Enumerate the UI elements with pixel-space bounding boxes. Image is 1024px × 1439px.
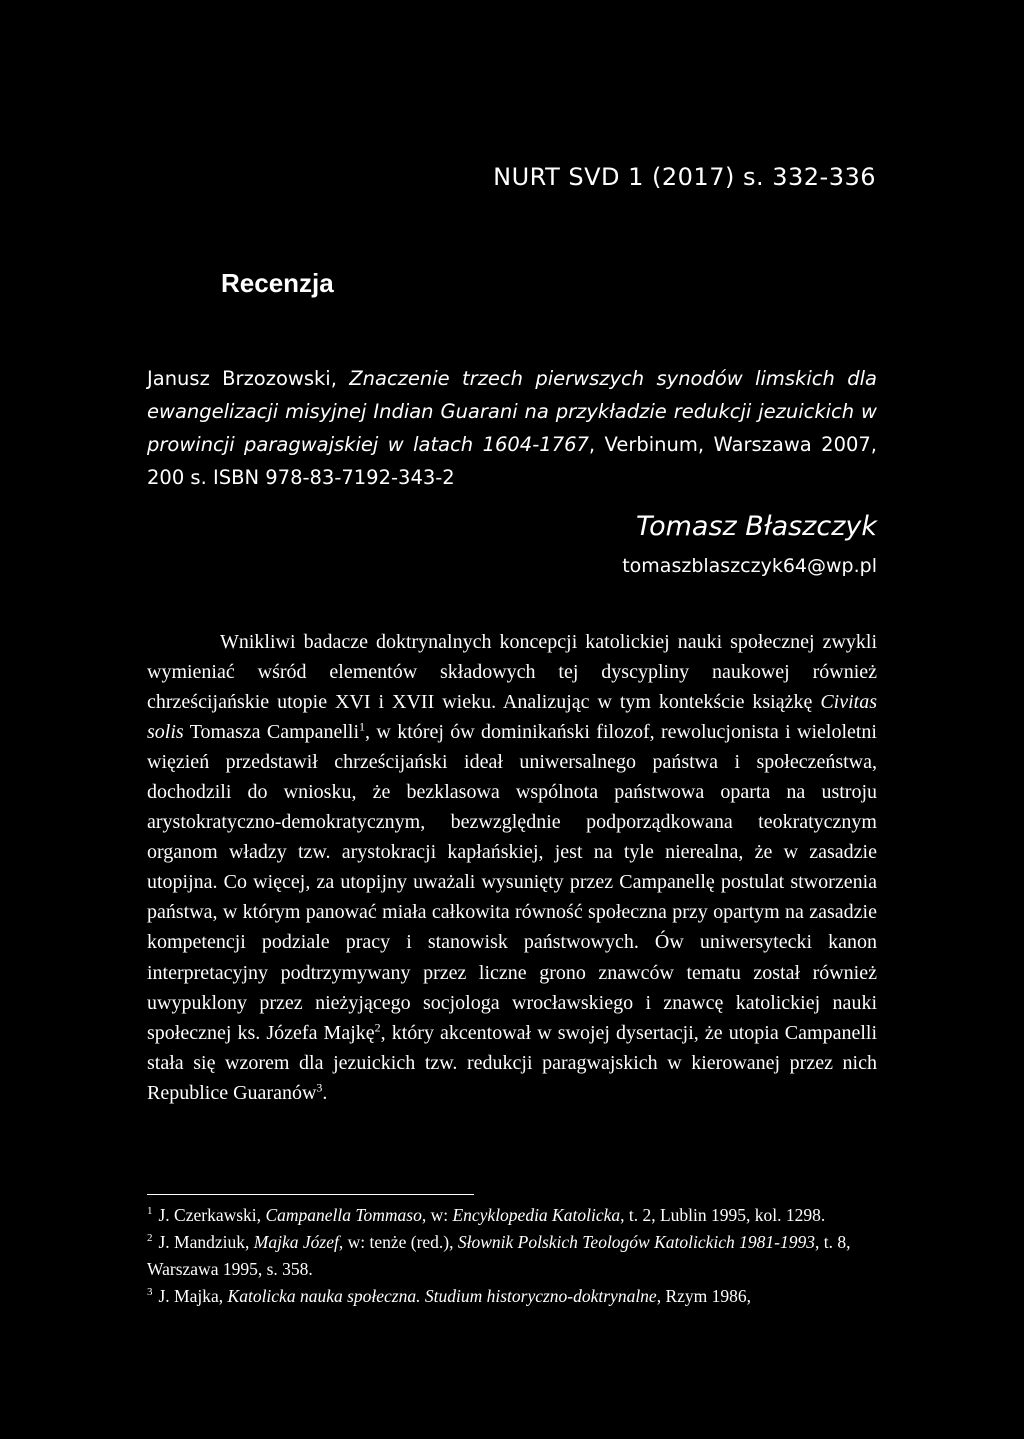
body-paragraph	[147, 627, 877, 1108]
body-text-4: , który akcentował w swojej dysertacji, że utopia Campanelli stała się wzorem dla jezuickich tzw. redukcji paragwajskich w kierowanej przez nich Republice Guaranów	[147, 1021, 877, 1104]
footnote-ref-3[interactable]: 3	[316, 1080, 323, 1095]
body-text-italic: Civitas solis	[147, 691, 877, 744]
footnote-number: 1	[147, 1205, 153, 1218]
body-text-2: Tomasza Campanelli	[183, 721, 360, 744]
section-title: Recenzja	[221, 268, 334, 298]
citation-publication: , Verbinum, Warszawa 2007, 200 s. ISBN 978-83-7192-343-2	[147, 433, 877, 489]
footnote-title: Campanella Tommaso	[265, 1205, 422, 1225]
footnote	[147, 1229, 877, 1283]
book-citation	[147, 362, 877, 494]
footnotes-list	[147, 1202, 877, 1310]
citation-author: Janusz Brzozowski,	[147, 367, 350, 390]
footnote-divider	[147, 1194, 474, 1195]
reviewer-email[interactable]: tomaszblaszczyk64@wp.pl	[622, 555, 877, 577]
citation-book-title: Znaczenie trzech pierwszych synodów limskich dla ewangelizacji misyjnej Indian Guarani na przykładzie redukcji jezuickich w prowincji paragwajskiej w latach 1604-1767	[147, 367, 877, 456]
footnote-title: Katolicka nauka społeczna. Studium historyczno-doktrynalne	[227, 1286, 657, 1306]
footnote-ref-1[interactable]: 1	[359, 719, 366, 734]
footnote-number: 2	[147, 1232, 153, 1245]
footnote	[147, 1283, 877, 1310]
footnote-text: , t. 2, Lublin 1995, kol. 1298.	[620, 1205, 826, 1225]
footnote-text: , w: tenże (red.),	[338, 1232, 458, 1252]
footnote-text: J. Majka,	[158, 1286, 228, 1306]
footnote	[147, 1202, 877, 1229]
footnote-text: , Rzym 1986,	[656, 1286, 752, 1306]
footnote-text: , w:	[421, 1205, 453, 1225]
footnote-ref-2[interactable]: 2	[374, 1019, 381, 1034]
reviewer-name: Tomasz Błaszczyk	[635, 511, 877, 542]
body-text-3: , w której ów dominikański filozof, rewolucjonista i wieloletni więzień przedstawił chrześcijański ideał uniwersalnego państwa i społeczeństwa, dochodzili do wniosku, że bezklasowa wspólnota państwowa oparta na ustroju arystokratyczno-demokratycznym, bezwzględnie podporządkowana teokratycznym organom władzy tzw. arystokracji kapłańskiej, jest na tyle nierealna, że w zasadzie utopijna. Co więcej, za utopijny uważali wysunięty przez Campanellę postulat stworzenia państwa, w którym panować miała całkowita równość społeczna przy opartym na zasadzie kompetencji podziale pracy i stanowisk państwowych. Ów uniwersytecki kanon interpretacyjny podtrzymywany przez liczne grono znawców tematu został również uwypuklony przez nieżyjącego socjologa wrocławskiego i znawcę katolickiej nauki społecznej ks. Józefa Majkę	[147, 721, 877, 1044]
footnote-title: Majka Józef	[253, 1232, 339, 1252]
footnote-text: J. Mandziuk,	[158, 1232, 254, 1252]
running-head: NURT SVD 1 (2017) s. 332-336	[493, 163, 876, 191]
body-text-1: Wnikliwi badacze doktrynalnych koncepcji katolickiej nauki społecznej zwykli wymieniać wśród elementów składowych tej dyscypliny naukowej również chrześcijańskie utopie XVI i XVII wieku. Analizując w tym kontekście książkę	[147, 631, 877, 714]
footnote-title: Słownik Polskich Teologów Katolickich 1981-1993	[457, 1232, 815, 1252]
footnote-text: , t. 8, Warszawa 1995, s. 358.	[147, 1232, 851, 1279]
body-text-5: .	[322, 1081, 328, 1104]
footnote-title: Encyklopedia Katolicka	[452, 1205, 621, 1225]
footnote-number: 3	[147, 1286, 153, 1299]
footnote-text: J. Czerkawski,	[158, 1205, 266, 1225]
